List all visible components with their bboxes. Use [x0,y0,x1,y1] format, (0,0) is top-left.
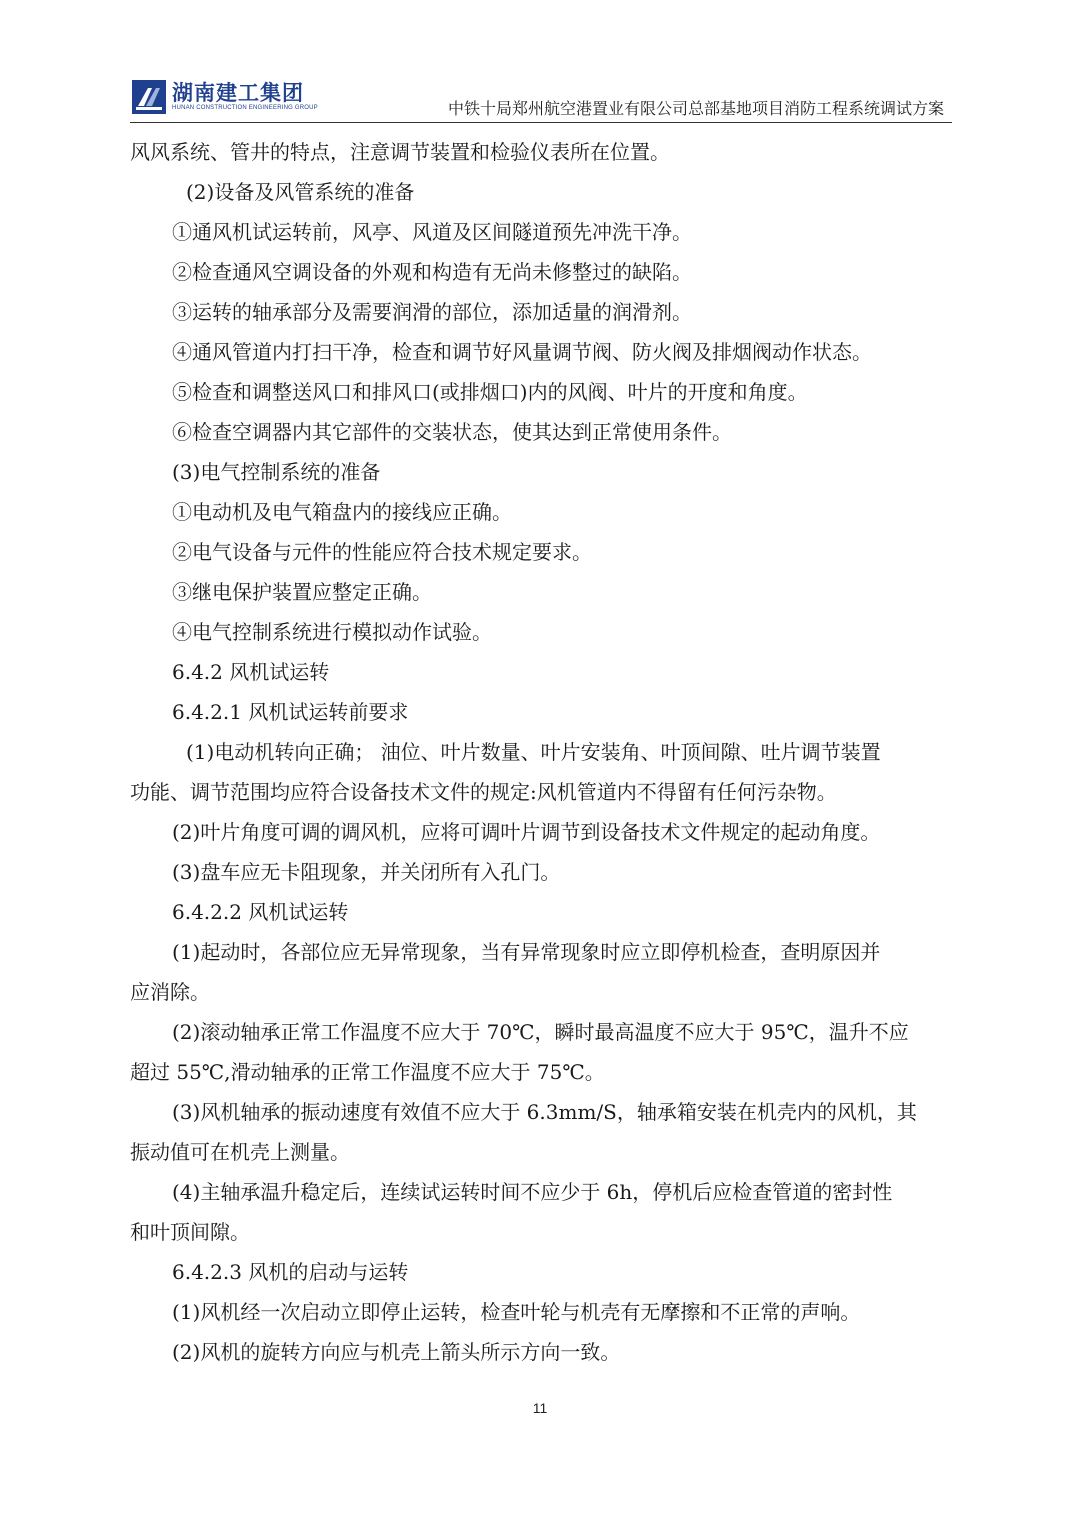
list-item: ③运转的轴承部分及需要润滑的部位，添加适量的润滑剂。 [172,300,692,324]
company-logo-subtitle: HUNAN CONSTRUCTION ENGINEERING GROUP [172,105,318,111]
paragraph-line: 功能、调节范围均应符合设备技术文件的规定:风机管道内不得留有任何污杂物。 [130,780,837,804]
paragraph-line: 风风系统、管井的特点，注意调节装置和检验仪表所在位置。 [130,140,670,164]
paragraph-line: (1)电动机转向正确； 油位、叶片数量、叶片安装角、叶顶间隙、吐片调节装置 [186,740,881,764]
paragraph-line: (3)盘车应无卡阻现象，并关闭所有入孔门。 [172,860,561,884]
paragraph-line: (3)风机轴承的振动速度有效值不应大于 6.3mm/S，轴承箱安装在机壳内的风机，其 [172,1100,917,1124]
section-heading: 6.4.2.2 风机试运转 [172,900,349,924]
list-item: ①电动机及电气箱盘内的接线应正确。 [172,500,512,524]
list-item: ⑤检查和调整送风口和排风口(或排烟口)内的风阀、叶片的开度和角度。 [172,380,808,404]
header-divider [130,122,952,123]
paragraph-line: (2)滚动轴承正常工作温度不应大于 70℃，瞬时最高温度不应大于 95℃，温升不应 [172,1020,909,1044]
page-header [130,78,952,122]
document-body [130,132,952,1372]
list-item: ④通风管道内打扫干净，检查和调节好风量调节阀、防火阀及排烟阀动作状态。 [172,340,872,364]
paragraph-line: (2)叶片角度可调的调风机，应将可调叶片调节到设备技术文件规定的起动角度。 [172,820,881,844]
paragraph-line: 超过 55℃,滑动轴承的正常工作温度不应大于 75℃。 [130,1060,605,1084]
list-item: ①通风机试运转前，风亭、风道及区间隧道预先冲洗干净。 [172,220,692,244]
list-item: ③继电保护装置应整定正确。 [172,580,432,604]
subheading: (3)电气控制系统的准备 [172,460,381,484]
paragraph-line: 应消除。 [130,980,210,1004]
paragraph-line: (1)起动时，各部位应无异常现象，当有异常现象时应立即停机检查，查明原因并 [172,940,881,964]
section-heading: 6.4.2 风机试运转 [172,660,330,684]
paragraph-line: 振动值可在机壳上测量。 [130,1140,350,1164]
company-logo [130,78,330,122]
page-number: 11 [532,1400,548,1416]
paragraph-line: 和叶顶间隙。 [130,1220,250,1244]
paragraph-line: (1)风机经一次启动立即停止运转，检查叶轮与机壳有无摩擦和不正常的声响。 [172,1300,861,1324]
list-item: ④电气控制系统进行模拟动作试验。 [172,620,492,644]
section-heading: 6.4.2.1 风机试运转前要求 [172,700,409,724]
list-item: ⑥检查空调器内其它部件的交装状态，使其达到正常使用条件。 [172,420,732,444]
company-logo-icon [132,80,166,114]
list-item: ②电气设备与元件的性能应符合技术规定要求。 [172,540,592,564]
list-item: ②检查通风空调设备的外观和构造有无尚未修整过的缺陷。 [172,260,692,284]
paragraph-line: (2)风机的旋转方向应与机壳上箭头所示方向一致。 [172,1340,621,1364]
company-logo-name: 湖南建工集团 [172,81,304,105]
paragraph-line: (4)主轴承温升稳定后，连续试运转时间不应少于 6h，停机后应检查管道的密封性 [172,1180,893,1204]
section-heading: 6.4.2.3 风机的启动与运转 [172,1260,409,1284]
document-title: 中铁十局郑州航空港置业有限公司总部基地项目消防工程系统调试方案 [447,99,944,118]
subheading: (2)设备及风管系统的准备 [186,180,415,204]
